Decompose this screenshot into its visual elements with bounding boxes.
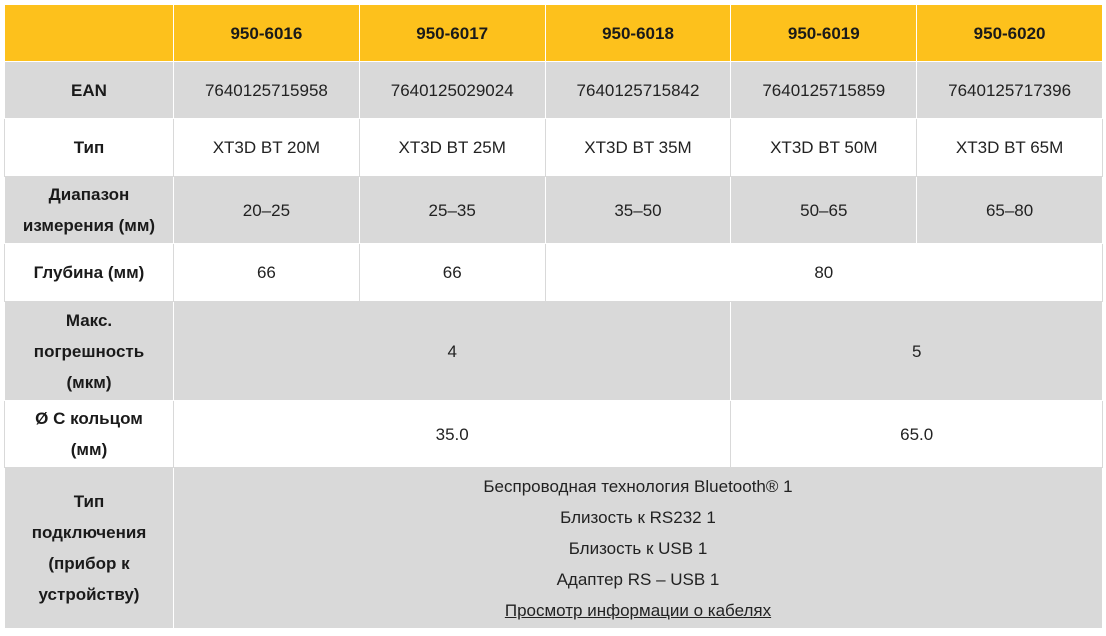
connection-option: Адаптер RS – USB 1 <box>556 569 720 589</box>
header-row <box>5 5 1103 62</box>
depth-label: Глубина (мм) <box>5 244 174 302</box>
header-corner-cell <box>5 5 174 62</box>
ring-value: 35.0 <box>174 401 731 468</box>
range-label-line: Диапазон <box>48 185 130 204</box>
header-model-cell: 950-6018 <box>545 5 731 62</box>
connection-label-line: Тип <box>73 492 105 511</box>
range-value: 20–25 <box>174 177 360 244</box>
connection-label-line: (прибор к <box>48 554 130 573</box>
type-value: XT3D BT 50M <box>731 119 917 177</box>
type-row <box>5 119 1103 177</box>
type-value: XT3D BT 20M <box>174 119 360 177</box>
ean-value: 7640125715859 <box>731 62 917 119</box>
depth-value: 66 <box>359 244 545 302</box>
range-row <box>5 177 1103 244</box>
depth-value: 80 <box>545 244 1102 302</box>
error-label-line: погрешность <box>33 341 145 361</box>
range-value: 35–50 <box>545 177 731 244</box>
ean-label: EAN <box>5 62 174 119</box>
connection-label-line: устройству) <box>38 585 140 604</box>
range-value: 25–35 <box>359 177 545 244</box>
type-label: Тип <box>5 119 174 177</box>
ring-row <box>5 401 1103 468</box>
connection-label <box>5 468 174 629</box>
depth-value: 66 <box>174 244 360 302</box>
error-value: 5 <box>731 302 1103 401</box>
type-value: XT3D BT 65M <box>917 119 1103 177</box>
ean-row <box>5 62 1103 119</box>
header-model-cell: 950-6017 <box>359 5 545 62</box>
ring-value: 65.0 <box>731 401 1103 468</box>
range-value: 65–80 <box>917 177 1103 244</box>
ean-value: 7640125029024 <box>359 62 545 119</box>
ean-value: 7640125717396 <box>917 62 1103 119</box>
ean-value: 7640125715842 <box>545 62 731 119</box>
header-model-cell: 950-6019 <box>731 5 917 62</box>
ring-label <box>5 401 174 468</box>
connection-option: Близость к RS232 1 <box>560 507 716 527</box>
header-model-cell: 950-6016 <box>174 5 360 62</box>
error-row <box>5 302 1103 401</box>
error-label <box>5 302 174 401</box>
type-value: XT3D BT 25M <box>359 119 545 177</box>
range-label-line: измерения (мм) <box>22 216 156 235</box>
error-label-line: Макс. <box>65 310 113 330</box>
ean-value: 7640125715958 <box>174 62 360 119</box>
spec-table <box>4 4 1103 629</box>
type-value: XT3D BT 35M <box>545 119 731 177</box>
connection-option: Беспроводная технология Bluetooth® 1 <box>483 476 793 496</box>
error-value: 4 <box>174 302 731 401</box>
range-value: 50–65 <box>731 177 917 244</box>
cable-info-link[interactable]: Просмотр информации о кабелях <box>504 600 772 620</box>
connection-row <box>5 468 1103 629</box>
ring-label-line: (мм) <box>70 440 108 459</box>
error-label-line: (мкм) <box>66 372 112 392</box>
depth-row <box>5 244 1103 302</box>
ring-label-line: Ø С кольцом <box>35 409 143 428</box>
header-model-cell: 950-6020 <box>917 5 1103 62</box>
connection-label-line: подключения <box>31 523 147 542</box>
connection-value <box>174 468 1103 629</box>
range-label <box>5 177 174 244</box>
connection-option: Близость к USB 1 <box>568 538 708 558</box>
